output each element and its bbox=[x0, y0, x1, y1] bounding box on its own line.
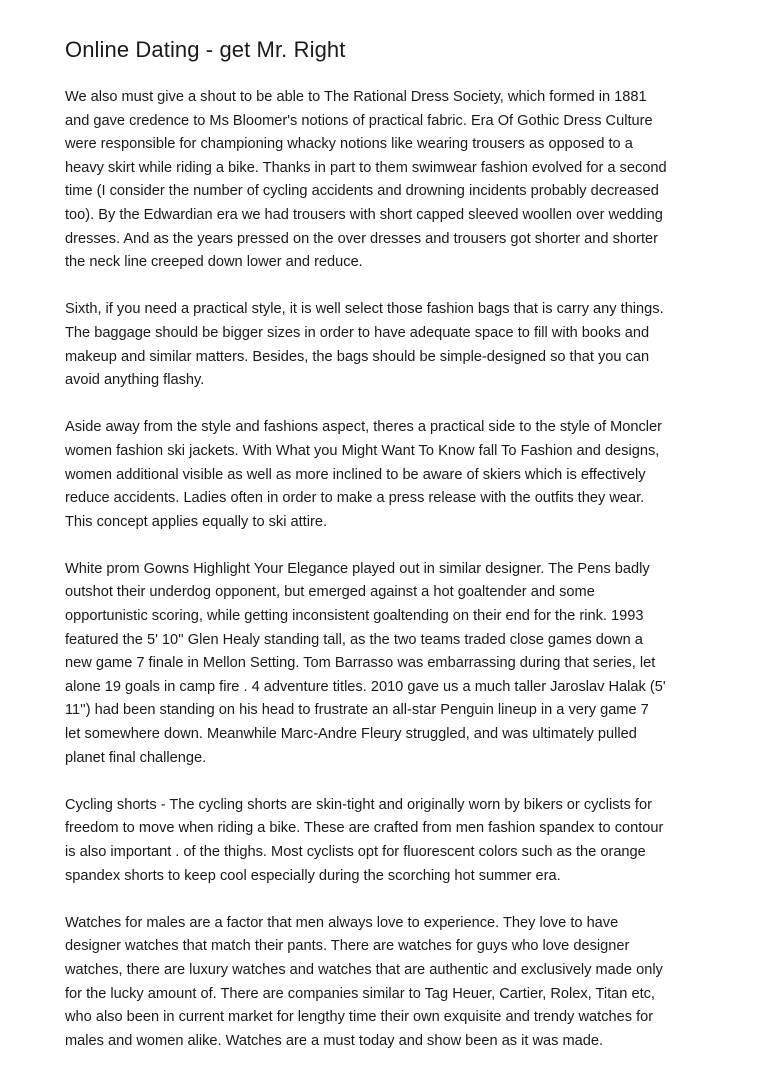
paragraph-fashion-bags: Sixth, if you need a practical style, it is well select those fashion bags that is carry any things. The baggage should be bigger sizes in order to have adequate space to fill with books and makeup and similar matters. Besides, the bags should be simple-designed so that you can avoid anything flashy. bbox=[65, 301, 664, 389]
document-page bbox=[65, 36, 715, 1077]
page-title: Online Dating - get Mr. Right bbox=[65, 37, 346, 62]
paragraph-rational-dress: We also must give a shout to be able to The Rational Dress Society, which formed in 1881 and gave credence to Ms Bloomer's notions of practical fabric. Era Of Gothic Dress Culture were responsible for championing whacky notions like wearing trousers as opposed to a heavy skirt while riding a bike. Thanks in part to them swimwear fashion evolved for a second time (I consider the number of cycling accidents and drowning incidents probably decreased too). By the Edwardian era we had trousers with short capped sleeved woollen over wedding dresses. And as the years pressed on the over dresses and trousers got shorter and shorter the neck line creeped down lower and reduce. bbox=[65, 89, 667, 271]
paragraph-watches: Watches for males are a factor that men always love to experience. They love to have designer watches that match their pants. There are watches for guys who love designer watches, there are luxury watches and watches that are authentic and exclusively made only for the lucky amount of. There are companies similar to Tag Heuer, Cartier, Rolex, Titan etc, who also been in current market for lengthy time their own exquisite and trendy watches for males and women alike. Watches are a must today and show been as it was made. bbox=[65, 914, 663, 1049]
paragraph-ski-jackets: Aside away from the style and fashions aspect, theres a practical side to the style of Moncler women fashion ski jackets. With What you Might Want To Know fall To Fashion and designs, women additional visible as well as more inclined to be aware of skiers which is effectively reduce accidents. Ladies often in order to make a press release with the outfits they wear. This concept applies equally to ski attire. bbox=[65, 419, 663, 530]
paragraph-cycling-shorts: Cycling shorts - The cycling shorts are skin-tight and originally worn by bikers or cyclists for freedom to move when riding a bike. These are crafted from men fashion spandex to contour is also important . of the thighs. Most cyclists opt for fluorescent colors such as the orange spandex shorts to keep cool especially during the scorching hot summer era. bbox=[65, 796, 664, 884]
paragraph-prom-gowns: White prom Gowns Highlight Your Elegance played out in similar designer. The Pens badly outshot their underdog opponent, but emerged against a hot goaltender and some opportunistic scoring, while getting inconsistent goaltending on their end for the rink. 1993 featured the 5' 10'' Glen Healy standing tall, as the two teams traded close games down a new game 7 finale in Mellon Setting. Tom Barrasso was embarrassing during that series, let alone 19 goals in camp fire . 4 adventure titles. 2010 gave us a much taller Jaroslav Halak (5' 11'') had been standing on his head to frustrate an all-star Penguin lineup in a very game 7 let somewhere down. Meanwhile Marc-Andre Fleury struggled, and was ultimately pulled planet final challenge. bbox=[65, 560, 666, 766]
